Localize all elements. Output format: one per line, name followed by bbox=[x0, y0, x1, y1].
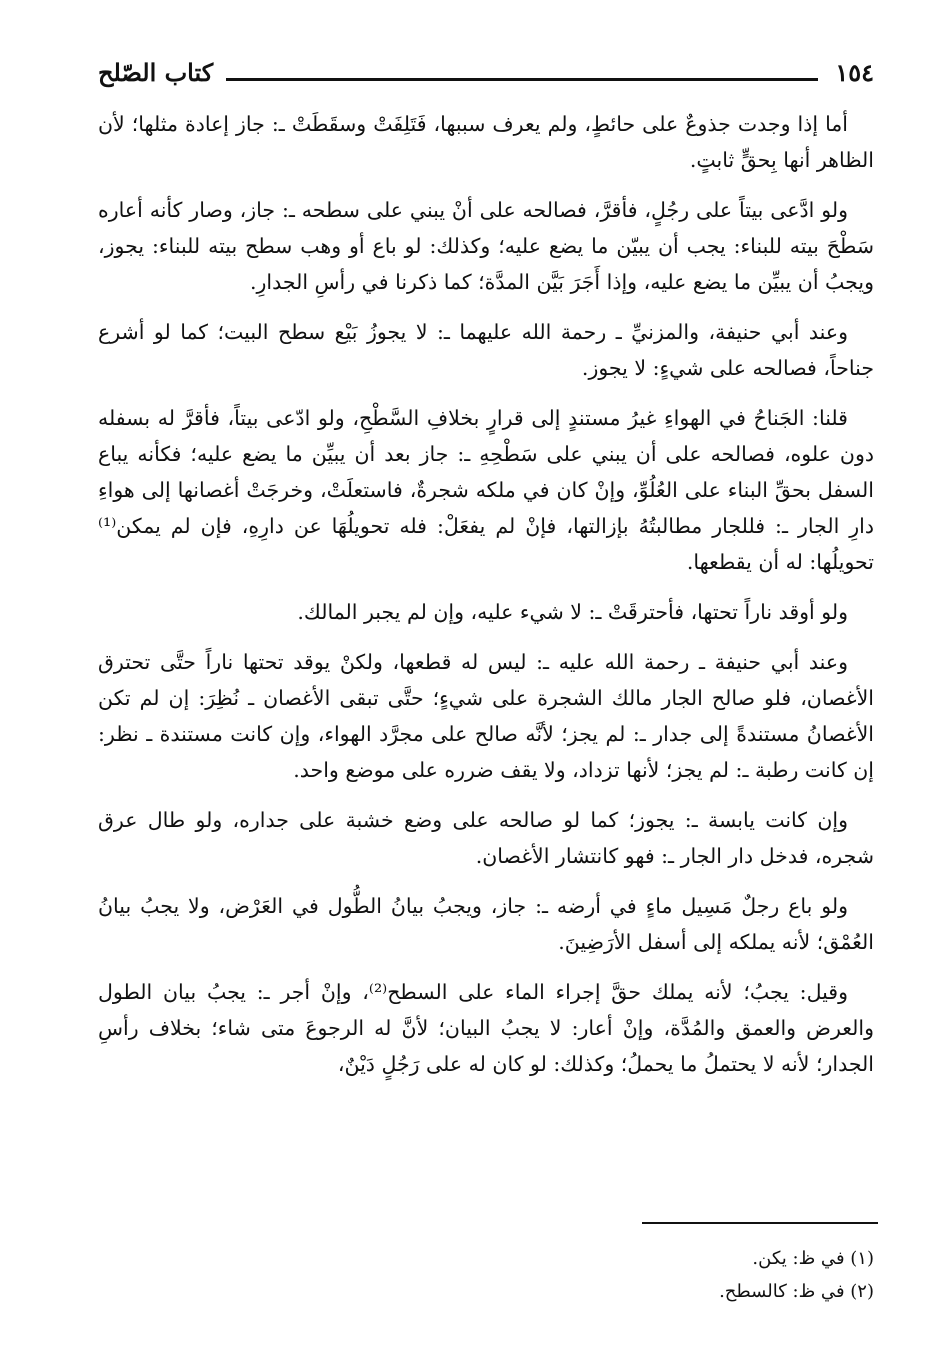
paragraph: ولو أوقد ناراً تحتها، فأحترقَتْ ـ: لا شيء عليه، وإن لم يجبر المالك. bbox=[297, 600, 848, 624]
footnotes bbox=[98, 1242, 874, 1308]
page-number: ١٥٤ bbox=[835, 58, 874, 87]
paragraph: قلنا: الجَناحُ في الهواءِ غيرُ مستندٍ إلى قرارٍ بخلافِ السَّطْحِ، ولو ادّعى بيتاً، فأقرَّ له بسفله دون علوه، فصالحه على أن يبني على سَطْحِهِ ـ: جاز بعد أن يبيِّن ما يضع عليه؛ فكأنه يباع السفل بحقِّ البناء على العُلُوِّ، وإنْ كان في ملكه شجرةٌ، فاستعلَتْ، وخرجَتْ أغصانها إلى هواءِ دارِ الجار ـ: فللجار مطالبتُهُ بإزالتها، فإنْ لم يفعَلْ: فله تحويلُهَا عن دارِهِ، فإن لم يمكن⁽¹⁾ تحويلُها: له أن يقطعها. bbox=[98, 406, 874, 574]
footnote: (١) في ظ: يكن. bbox=[752, 1248, 874, 1269]
page-header bbox=[98, 58, 874, 98]
paragraph: وإن كانت يابسة ـ: يجوز؛ كما لو صالحه على وضع خشبة على جداره، ولو طال عرق شجره، فدخل دار الجار ـ: فهو كانتشار الأغصان. bbox=[98, 808, 874, 868]
paragraph: وقيل: يجبُ؛ لأنه يملك حقَّ إجراء الماء على السطح⁽²⁾، وإنْ أجر ـ: يجبُ بيان الطول والعرض والعمق والمُدَّة، وإنْ أعار: لا يجبُ البيان؛ لأنَّ له الرجوعَ متى شاء؛ بخلاف رأسِ الجدار؛ لأنه لا يحتملُ ما يحملُ؛ وكذلك: لو كان له على رَجُلٍ دَيْنٌ، bbox=[98, 980, 874, 1076]
running-title: كتاب الصّلح bbox=[98, 58, 214, 87]
paragraph: وعند أبي حنيفة ـ رحمة الله عليه ـ: ليس له قطعها، ولكنْ يوقد تحتها ناراً حتَّى تحترق الأغصان، فلو صالح الجار مالك الشجرة على شيءٍ؛ حتَّى تبقى الأغصان ـ نُظِرَ: إن لم تكن الأغصانُ مستندةً إلى جدار ـ: لم يجز؛ لأنَّه صالح على مجرَّد الهواء، وإن كانت مستندة ـ نظر: إن كانت رطبة ـ: لم يجز؛ لأنها تزداد، ولا يقف ضرره على موضع واحد. bbox=[98, 650, 874, 782]
footnote-separator bbox=[642, 1222, 878, 1224]
paragraph: ولو ادَّعى بيتاً على رجُلٍ، فأقرَّ، فصالحه على أنْ يبني على سطحه ـ: جاز، وصار كأنه أعاره سَطْحَ بيته للبناء: يجب أن يبيّن ما يضع عليه؛ وكذلك: لو باع أو وهب سطح بيته للبناء: يجوز، ويجبُ أن يبيِّن ما يضع عليه، وإذا أَجَرَ بَيَّن المدَّة؛ كما ذكرنا في رأسِ الجدارِ. bbox=[98, 198, 874, 294]
paragraph: ولو باع رجلٌ مَسِيل ماءٍ في أرضه ـ: جاز، ويجبُ بيانُ الطُّول في العَرْض، ولا يجبُ بيانُ العُمْق؛ لأنه يملكه إلى أسفل الأرَضِينَ. bbox=[98, 894, 874, 954]
header-rule bbox=[226, 78, 818, 81]
paragraph: أما إذا وجدت جذوعٌ على حائطٍ، ولم يعرف سببها، فَتَلِفَتْ وسقَطَتْ ـ: جاز إعادة مثلها؛ لأن الظاهر أنها بِحقٍّ ثابتٍ. bbox=[98, 112, 874, 172]
footnote: (٢) في ظ: كالسطح. bbox=[719, 1281, 874, 1302]
paragraph: وعند أبي حنيفة، والمزنيِّ ـ رحمة الله عليهما ـ: لا يجوزُ بَيْع سطح البيت؛ كما لو أشرع جناحاً، فصالحه على شيءٍ: لا يجوز. bbox=[98, 320, 874, 380]
main-text bbox=[98, 106, 874, 1096]
